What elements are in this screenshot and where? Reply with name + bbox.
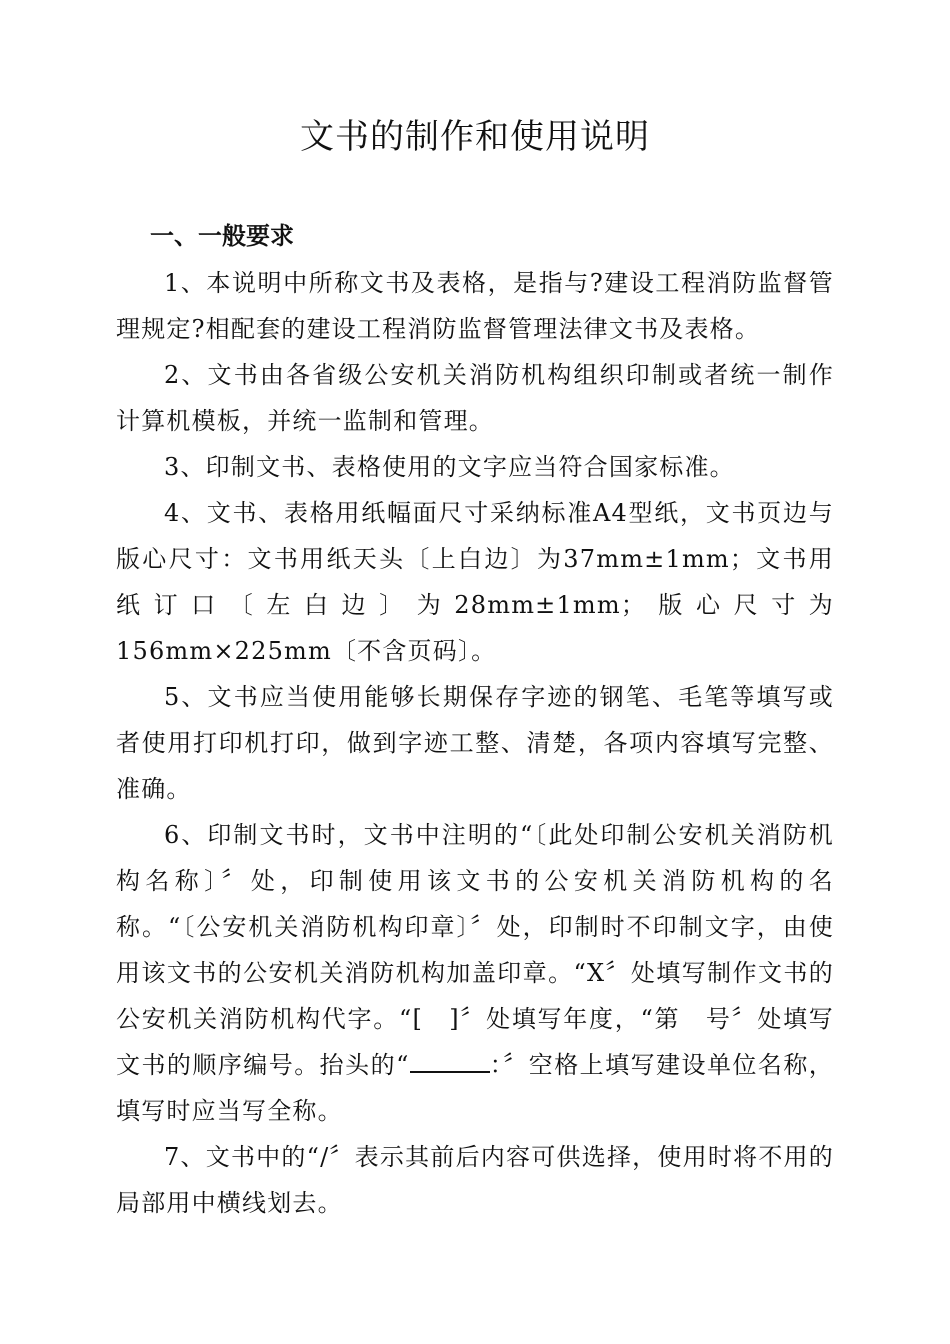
- paragraph-6: [116, 812, 834, 1134]
- paragraph-5: 5、文书应当使用能够长期保存字迹的钢笔、毛笔等填写或者使用打印机打印，做到字迹工整、清楚，各项内容填写完整、准确。: [116, 683, 834, 803]
- section-heading: 一、一般要求: [150, 222, 294, 250]
- paragraph-2: 2、文书由各省级公安机关消防机构组织印制或者统一制作计算机模板，并统一监制和管理。: [116, 361, 834, 435]
- paragraph-6-text-a: 6、印制文书时，文书中注明的“〔此处印制公安机关消防机构名称〕〞处，印制使用该文书的公安机关消防机构的名称。“〔公安机关消防机构印章〕〞处，印制时不印制文字，由使用该文书的公安机关消防机构加盖印章。“X〞处填写制作文书的公安机关消防机构代字。“[ ]〞处填写年度，“第 号〞处填写文书的顺序编号。抬头的“: [116, 821, 834, 1079]
- paragraph-7: 7、文书中的“/〞表示其前后内容可供选择，使用时将不用的局部用中横线划去。: [116, 1143, 834, 1217]
- document-body: [116, 260, 834, 1226]
- fill-in-blank: [410, 1047, 490, 1073]
- paragraph-3: 3、印制文书、表格使用的文字应当符合国家标准。: [164, 453, 735, 481]
- paragraph-4: 4、文书、表格用纸幅面尺寸采纳标准A4型纸，文书页边与版心尺寸：文书用纸天头〔上白边〕为37mm±1mm；文书用纸订口〔左白边〕为28mm±1mm；版心尺寸为156mm×225mm〔不含页码〕。: [116, 499, 834, 665]
- paragraph-6-text-b: ：〞空格上填写建设单位名称，填写时应当写全称。: [116, 1051, 834, 1125]
- paragraph-1: 1、本说明中所称文书及表格，是指与?建设工程消防监督管理规定?相配套的建设工程消防监督管理法律文书及表格。: [116, 269, 834, 343]
- page-title: 文书的制作和使用说明: [300, 117, 650, 157]
